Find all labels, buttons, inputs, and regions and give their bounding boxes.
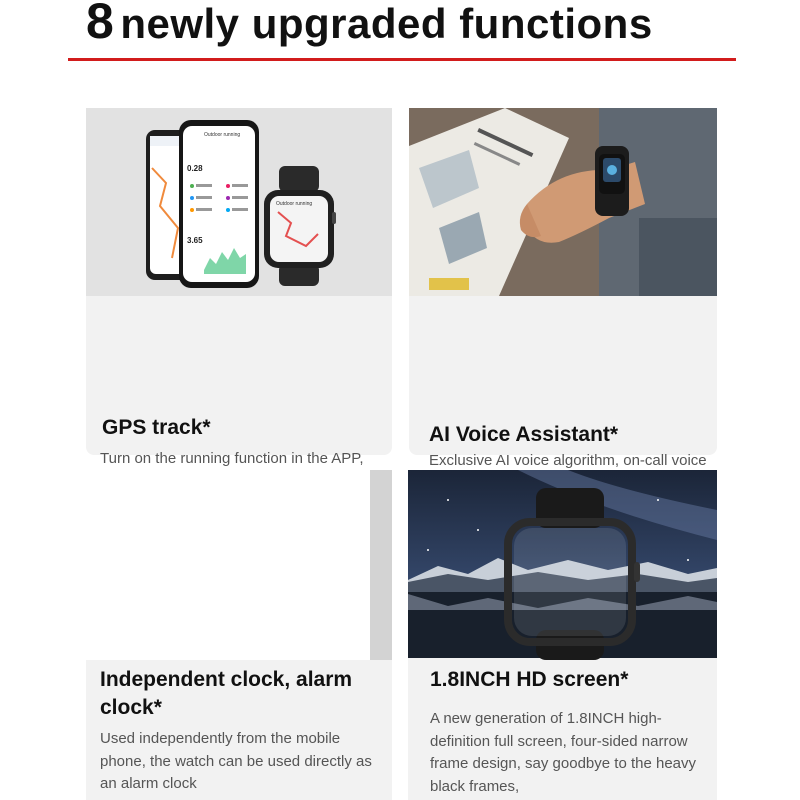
feature-card-gps [86, 108, 392, 467]
clock-image-area [86, 470, 392, 660]
watch-header-text: Outdoor running [276, 201, 313, 207]
feature-card-voice [409, 108, 717, 469]
title-underline [68, 58, 736, 61]
title-number: 8 [86, 0, 115, 49]
card-description: Exclusive AI voice algorithm, on-call voice [429, 452, 707, 469]
gps-product-image [86, 108, 392, 296]
card-title: AI Voice Assistant* [429, 423, 619, 446]
card-title: 1.8INCH HD screen* [430, 668, 629, 691]
phone-stat-distance: 0.28 [187, 164, 203, 173]
card-title: Independent clock, alarm clock* [100, 668, 353, 719]
voice-lifestyle-image [409, 108, 717, 296]
card-title: GPS track* [102, 416, 211, 439]
phone-stat-value: 3.65 [187, 236, 203, 245]
screen-night-sky-image [408, 470, 717, 658]
image-edge-shade [370, 470, 392, 660]
card-description: Turn on the running function in the APP, [100, 450, 364, 467]
page-title [86, 0, 653, 50]
feature-card-screen [408, 470, 717, 800]
phone-header-text: Outdoor running [204, 132, 241, 138]
card-description: Used independently from the mobile phone, the watch can be used directly as an alarm clock [100, 730, 372, 792]
card-description: A new generation of 1.8INCH high-definition full screen, four-sided narrow frame design, say goodbye to the heavy black frames, [430, 710, 697, 795]
title-text: newly upgraded functions [120, 0, 653, 47]
feature-card-clock [86, 470, 392, 800]
